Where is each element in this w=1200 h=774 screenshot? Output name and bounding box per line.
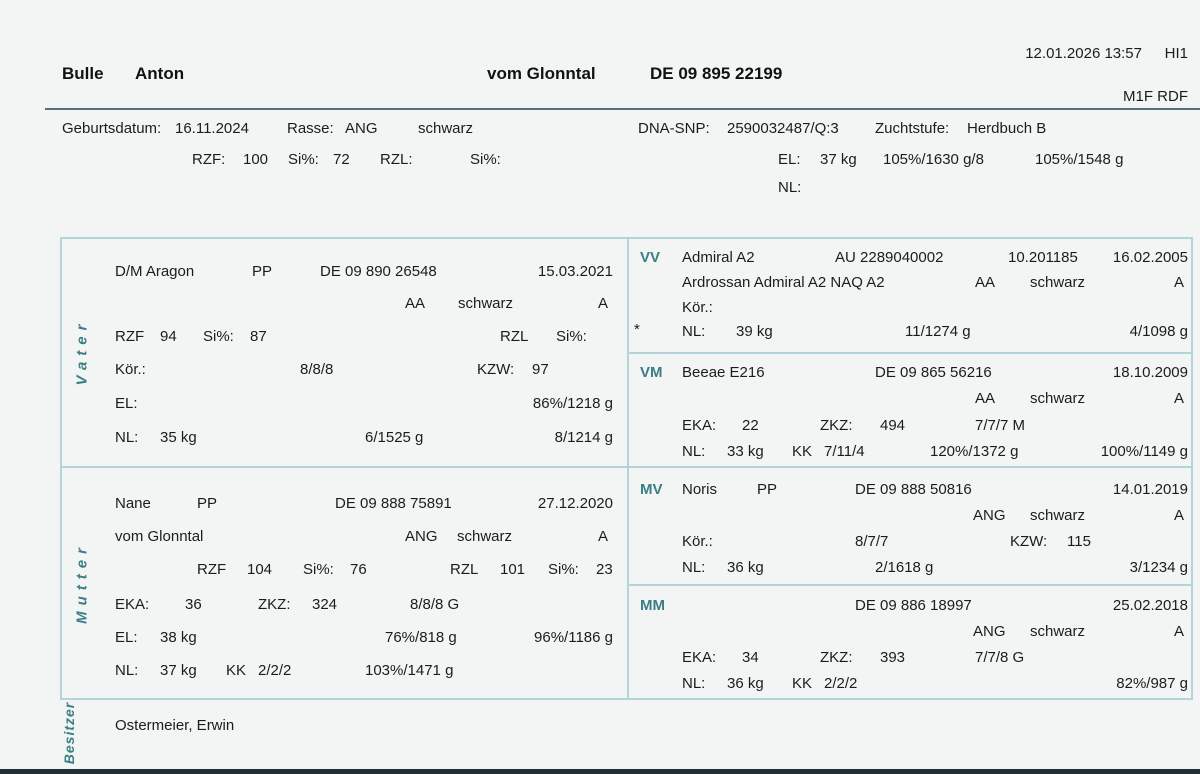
mm-zkz-label: ZKZ:	[820, 649, 853, 666]
vv-koer-label: Kör.:	[682, 299, 713, 316]
mutter-rzf-label: RZF	[197, 561, 227, 578]
mutter-code: ANG	[405, 528, 438, 545]
mm-zkz-value: 393	[880, 649, 906, 666]
vv-fullname: Ardrossan Admiral A2 NAQ A2	[682, 274, 885, 291]
mv-kzw-value: 115	[1067, 533, 1091, 550]
vater-el-label: EL:	[115, 395, 138, 412]
mv-code: ANG	[973, 507, 1006, 524]
zuchtstufe-label: Zuchtstufe:	[875, 120, 950, 137]
vv-born: 16.02.2005	[1112, 249, 1188, 266]
mm-nl-right: 82%/987 g	[1116, 675, 1188, 692]
mv-nl-kg: 36 kg	[727, 559, 764, 576]
mutter-rzl-label: RZL	[450, 561, 479, 578]
vm-farbe: schwarz	[1030, 390, 1086, 407]
animal-category: Bulle	[62, 64, 104, 83]
mv-koer-label: Kör.:	[682, 533, 713, 550]
grid-border-left	[60, 237, 62, 700]
mutter-nl-mid: 103%/1471 g	[365, 662, 454, 679]
vv-id: AU 2289040002	[835, 249, 944, 266]
vm-nl-label: NL:	[682, 443, 706, 460]
mutter-si-label: Si%:	[303, 561, 334, 578]
vm-kk-value: 7/11/4	[824, 443, 865, 460]
vm-eka-value: 22	[742, 417, 759, 434]
mutter-side-label: Mutter	[73, 542, 91, 624]
mm-eka-value: 34	[742, 649, 759, 666]
mutter-horn-status: PP	[197, 495, 218, 512]
vm-nl-mid: 120%/1372 g	[930, 443, 1019, 460]
mutter-eka-value: 36	[185, 596, 202, 613]
mv-name: Noris	[682, 481, 718, 498]
vater-nl-kg: 35 kg	[160, 429, 197, 446]
mutter-kk-label: KK	[226, 662, 247, 679]
vater-nl-mid: 6/1525 g	[365, 429, 424, 446]
besitzer-side-label: Besitzer	[61, 701, 77, 765]
rzf-si-value: 72	[333, 151, 350, 168]
mm-born: 25.02.2018	[1112, 597, 1188, 614]
mm-koer-value: 7/7/8 G	[975, 649, 1025, 666]
mv-id: DE 09 888 50816	[855, 481, 972, 498]
mutter-el-mid: 76%/818 g	[385, 629, 457, 646]
vv-nl-label: NL:	[682, 323, 706, 340]
vm-nl-right: 100%/1149 g	[1100, 443, 1188, 460]
mutter-el-kg: 38 kg	[160, 629, 197, 646]
el-label: EL:	[778, 151, 801, 168]
animal-herd: vom Glonntal	[487, 64, 596, 83]
rzf-label: RZF:	[192, 151, 226, 168]
vm-klasse: A	[1173, 390, 1184, 407]
mm-farbe: schwarz	[1030, 623, 1086, 640]
vv-extra: 10.201185	[1008, 249, 1078, 266]
vv-tag: VV	[640, 249, 661, 266]
mv-klasse: A	[1173, 507, 1184, 524]
mutter-rzl-si-value: 23	[596, 561, 613, 578]
mutter-el-label: EL:	[115, 629, 138, 646]
print-datetime: 12.01.2026 13:57	[1025, 45, 1142, 62]
mm-klasse: A	[1173, 623, 1184, 640]
mm-code: ANG	[973, 623, 1006, 640]
vater-rzl-label: RZL	[500, 328, 529, 345]
vm-zkz-value: 494	[880, 417, 906, 434]
animal-name: Anton	[135, 64, 185, 83]
vm-eka-label: EKA:	[682, 417, 717, 434]
grid-divider-middle	[60, 466, 1193, 468]
mv-born: 14.01.2019	[1112, 481, 1188, 498]
vater-si-label: Si%:	[203, 328, 234, 345]
grid-border-right	[1191, 237, 1193, 700]
vv-nl-mid: 11/1274 g	[905, 323, 971, 340]
vater-kzw-label: KZW:	[477, 361, 515, 378]
vater-klasse: A	[597, 295, 608, 312]
el-value-1: 105%/1630 g/8	[883, 151, 984, 168]
mm-id: DE 09 886 18997	[855, 597, 972, 614]
mv-koer-value: 8/7/7	[855, 533, 889, 550]
vater-horn-status: PP	[252, 263, 273, 280]
mutter-zkz-label: ZKZ:	[258, 596, 291, 613]
el-value-2: 105%/1548 g	[1035, 151, 1124, 168]
vater-born: 15.03.2021	[537, 263, 613, 280]
vater-code: AA	[405, 295, 426, 312]
nl-label: NL:	[778, 179, 802, 196]
mutter-eka-label: EKA:	[115, 596, 150, 613]
mm-kk-value: 2/2/2	[824, 675, 858, 692]
rzl-si-label: Si%:	[470, 151, 501, 168]
mutter-id: DE 09 888 75891	[335, 495, 452, 512]
vv-nl-kg: 39 kg	[736, 323, 773, 340]
vater-rzf-label: RZF	[115, 328, 145, 345]
rzf-value: 100	[243, 151, 269, 168]
vm-name: Beeae E216	[682, 364, 765, 381]
vater-id: DE 09 890 26548	[320, 263, 437, 280]
geburtsdatum-value: 16.11.2024	[175, 120, 249, 137]
mutter-si-value: 76	[350, 561, 367, 578]
vm-koer-value: 7/7/7 M	[975, 417, 1026, 434]
mv-horn-status: PP	[757, 481, 778, 498]
vm-zkz-label: ZKZ:	[820, 417, 853, 434]
mv-kzw-label: KZW:	[1010, 533, 1048, 550]
form-ref: M1F RDF	[1123, 88, 1188, 105]
vm-tag: VM	[640, 364, 663, 381]
vv-code: AA	[975, 274, 996, 291]
el-kg: 37 kg	[820, 151, 857, 168]
mv-nl-label: NL:	[682, 559, 706, 576]
mv-farbe: schwarz	[1030, 507, 1086, 524]
mv-nl-right: 3/1234 g	[1129, 559, 1188, 576]
vater-el-right: 86%/1218 g	[532, 395, 613, 412]
header-divider	[45, 108, 1200, 110]
vater-kzw-value: 97	[532, 361, 549, 378]
mm-nl-kg: 36 kg	[727, 675, 764, 692]
vater-nl-right: 8/1214 g	[554, 429, 613, 446]
zuchtstufe-value: Herdbuch B	[967, 120, 1047, 137]
mutter-name: Nane	[115, 495, 151, 512]
rasse-value: ANG	[345, 120, 378, 137]
mutter-koer-value: 8/8/8 G	[410, 596, 460, 613]
mutter-klasse: A	[597, 528, 608, 545]
vv-klasse: A	[1173, 274, 1184, 291]
vm-id: DE 09 865 56216	[875, 364, 992, 381]
besitzer-name: Ostermeier, Erwin	[115, 717, 235, 734]
vater-koer-value: 8/8/8	[300, 361, 334, 378]
rasse-label: Rasse:	[287, 120, 334, 137]
vv-nl-right: 4/1098 g	[1129, 323, 1188, 340]
mm-kk-label: KK	[792, 675, 813, 692]
vm-kk-label: KK	[792, 443, 813, 460]
grid-divider-mv-mm	[627, 584, 1193, 586]
page-ref: HI1	[1164, 45, 1188, 62]
mm-nl-label: NL:	[682, 675, 706, 692]
vm-born: 18.10.2009	[1112, 364, 1188, 381]
mutter-farbe: schwarz	[457, 528, 513, 545]
animal-id: DE 09 895 22199	[650, 64, 783, 83]
vater-rzf-value: 94	[160, 328, 177, 345]
vv-star: *	[634, 321, 640, 338]
vater-farbe: schwarz	[458, 295, 514, 312]
farbe-value: schwarz	[418, 120, 474, 137]
grid-divider-vv-vm	[627, 352, 1193, 354]
mutter-born: 27.12.2020	[537, 495, 613, 512]
grid-divider-vertical	[627, 237, 629, 700]
mutter-rzl-si-label: Si%:	[548, 561, 579, 578]
vv-farbe: schwarz	[1030, 274, 1086, 291]
rzf-si-label: Si%:	[288, 151, 319, 168]
mutter-rzl-value: 101	[500, 561, 526, 578]
vater-name: D/M Aragon	[115, 263, 195, 280]
mm-eka-label: EKA:	[682, 649, 717, 666]
vater-side-label: Vater	[73, 318, 91, 386]
vater-nl-label: NL:	[115, 429, 139, 446]
mutter-el-right: 96%/1186 g	[534, 629, 613, 646]
mm-tag: MM	[640, 597, 665, 614]
geburtsdatum-label: Geburtsdatum:	[62, 120, 162, 137]
mutter-kk-value: 2/2/2	[258, 662, 292, 679]
vater-rzl-si-label: Si%:	[556, 328, 587, 345]
vm-nl-kg: 33 kg	[727, 443, 764, 460]
vater-si-value: 87	[250, 328, 267, 345]
vv-name: Admiral A2	[682, 249, 755, 266]
mutter-herd: vom Glonntal	[115, 528, 204, 545]
mutter-zkz-value: 324	[312, 596, 338, 613]
bottom-bar	[0, 769, 1200, 774]
mv-tag: MV	[640, 481, 663, 498]
mv-nl-mid: 2/1618 g	[875, 559, 934, 576]
vater-koer-label: Kör.:	[115, 361, 146, 378]
rzl-label: RZL:	[380, 151, 413, 168]
dna-snp-value: 2590032487/Q:3	[727, 120, 839, 137]
mutter-nl-label: NL:	[115, 662, 139, 679]
mutter-nl-kg: 37 kg	[160, 662, 197, 679]
dna-snp-label: DNA-SNP:	[638, 120, 710, 137]
vm-code: AA	[975, 390, 996, 407]
mutter-rzf-value: 104	[247, 561, 273, 578]
